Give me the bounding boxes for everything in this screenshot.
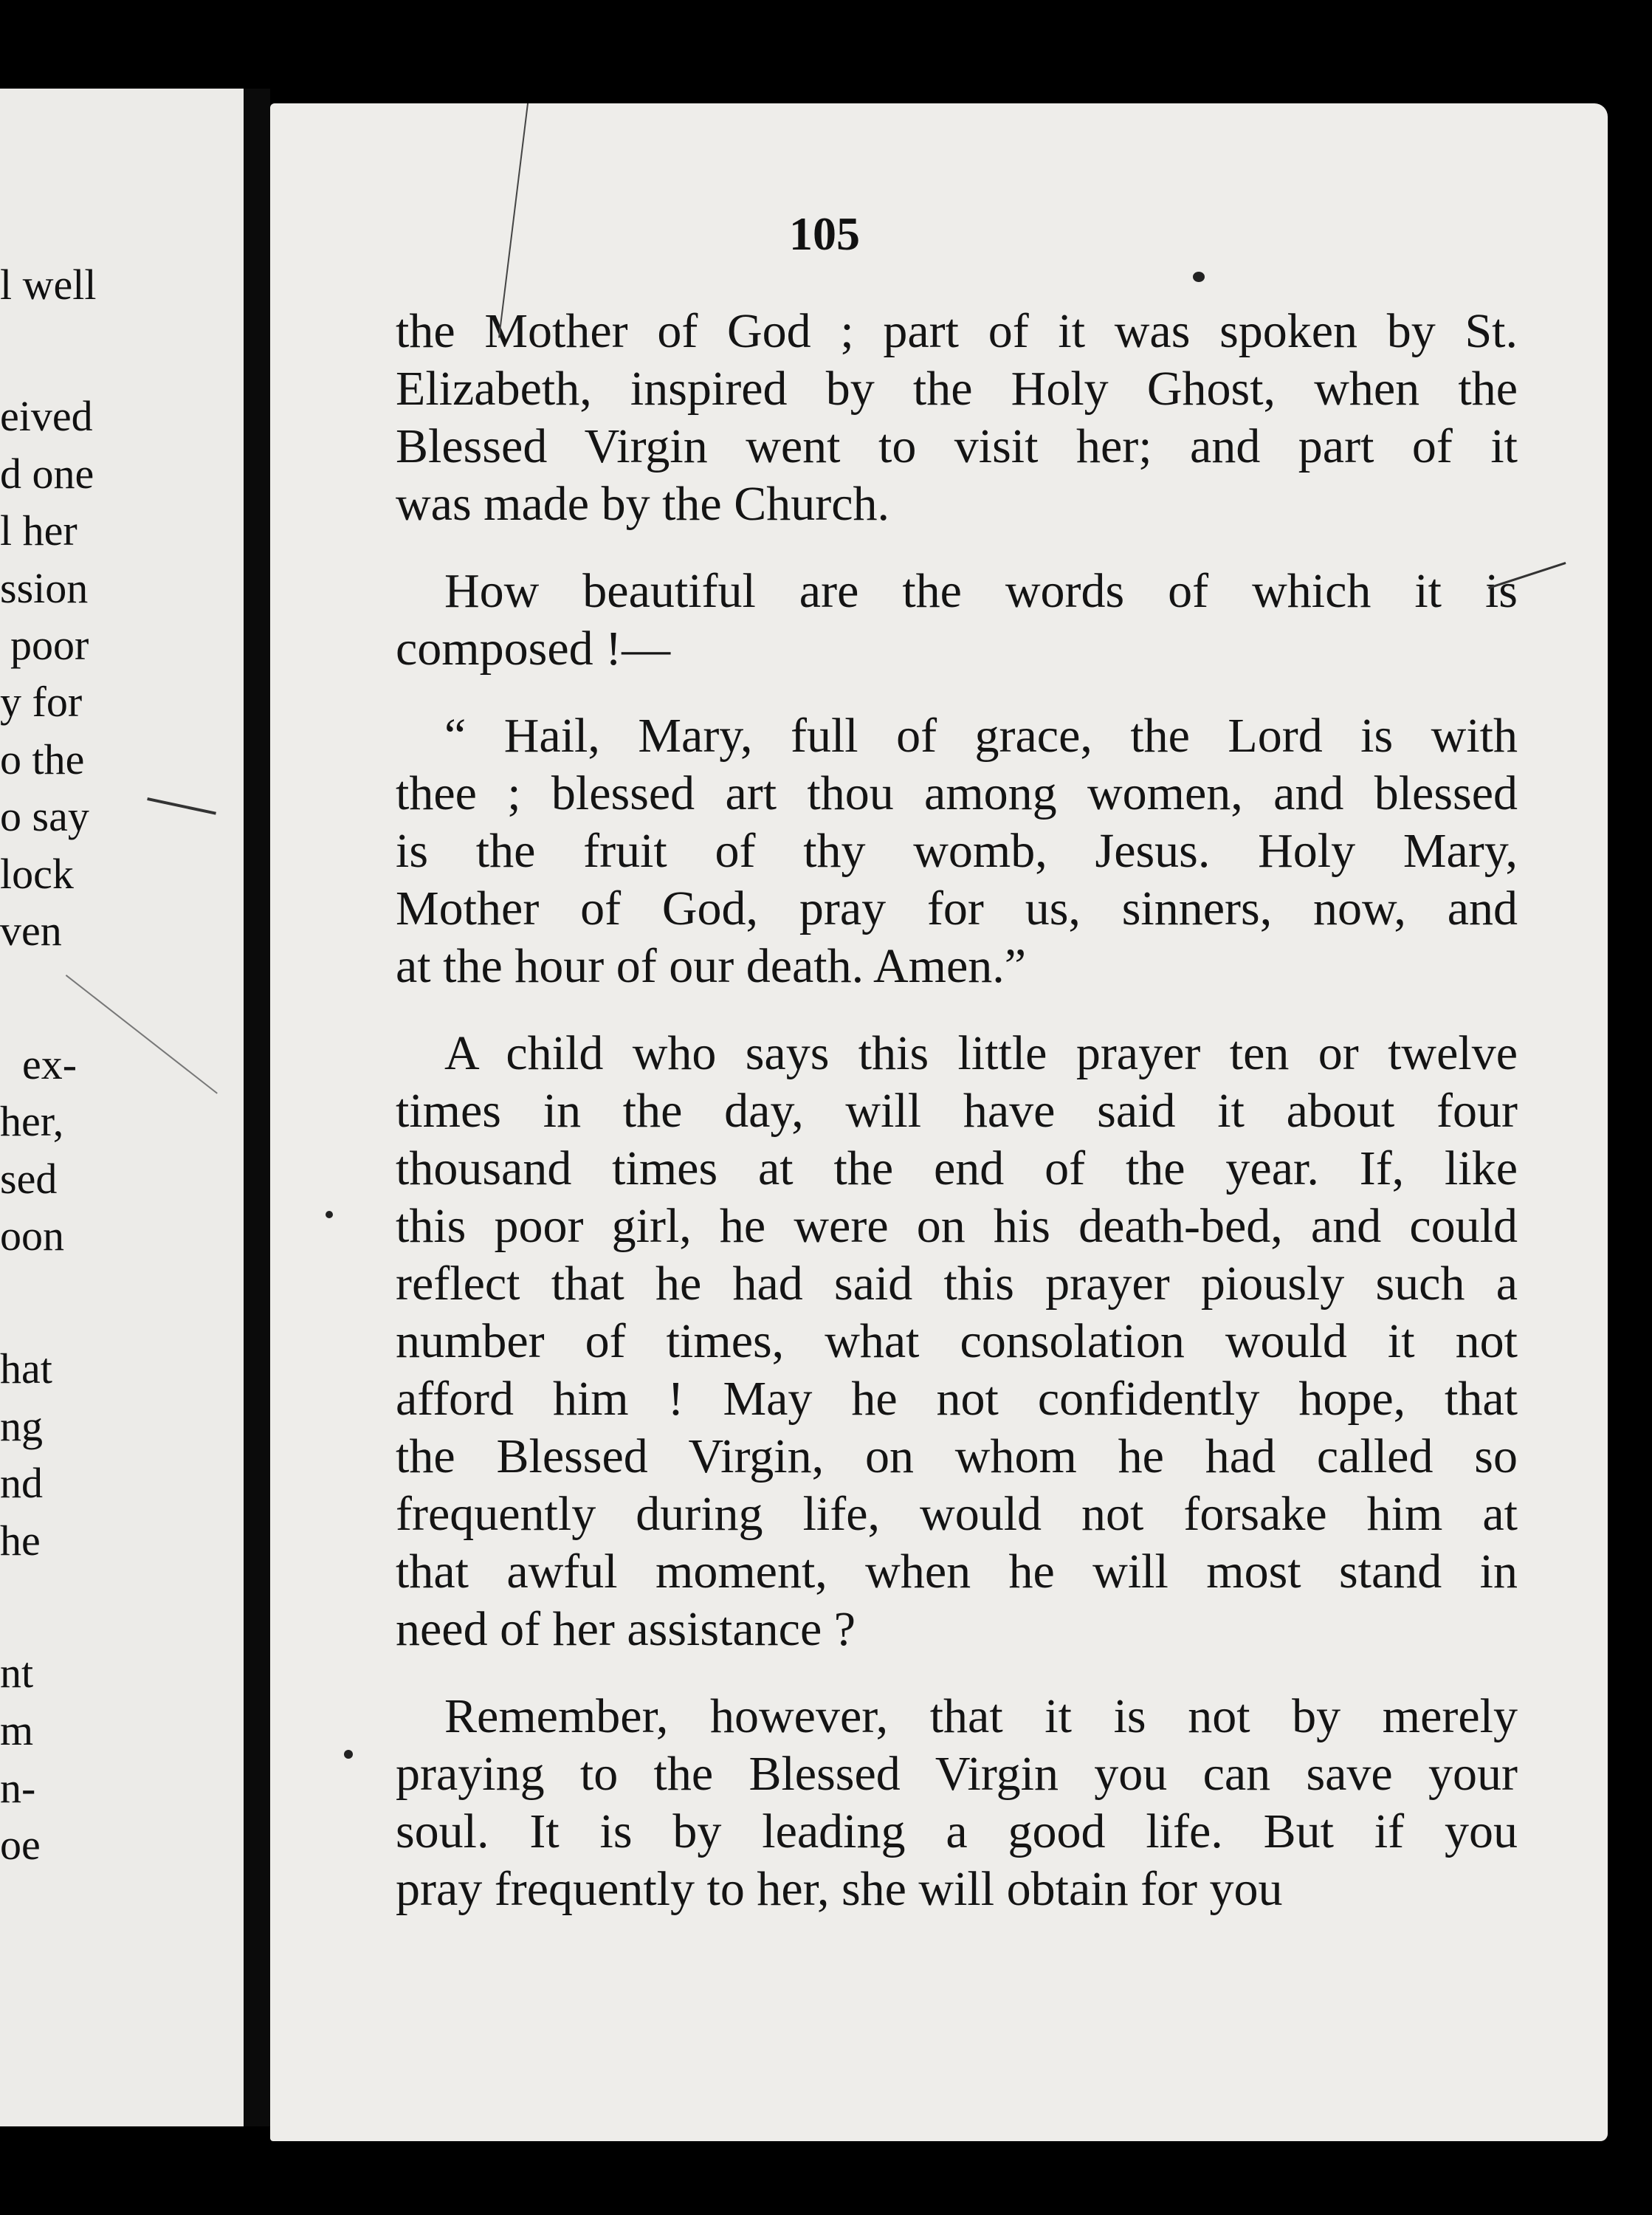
pen-mark bbox=[66, 975, 218, 1094]
text-line: reflect that he had said this prayer piously such a bbox=[396, 1257, 1518, 1311]
left-fragment: poor bbox=[10, 621, 89, 669]
left-fragment: ng bbox=[0, 1402, 43, 1450]
left-fragment: hat bbox=[0, 1345, 52, 1392]
text-line: afford him ! May he not confidently hope, that bbox=[396, 1372, 1518, 1426]
paragraph bbox=[396, 1688, 1518, 1918]
page-text bbox=[396, 303, 1518, 1948]
previous-page-fragment bbox=[0, 89, 244, 2126]
page-105 bbox=[270, 103, 1608, 2141]
left-fragment: oon bbox=[0, 1212, 64, 1260]
left-fragment: he bbox=[0, 1517, 41, 1565]
left-fragment: n- bbox=[0, 1764, 36, 1812]
text-line: is the fruit of thy womb, Jesus. Holy Mary, bbox=[396, 824, 1518, 878]
text-line: frequently during life, would not forsake him at bbox=[396, 1487, 1518, 1541]
text-line: was made by the Church. bbox=[396, 477, 889, 531]
ink-speck bbox=[326, 1211, 333, 1218]
text-line: soul. It is by leading a good life. But if you bbox=[396, 1804, 1518, 1858]
text-line: number of times, what consolation would it not bbox=[396, 1314, 1518, 1368]
paragraph bbox=[396, 1025, 1518, 1658]
paragraph bbox=[396, 707, 1518, 995]
left-fragment: o the bbox=[0, 735, 85, 783]
book-gutter bbox=[244, 89, 270, 2126]
text-line: How beautiful are the words of which it is bbox=[444, 564, 1518, 618]
left-fragment: ex- bbox=[22, 1040, 78, 1088]
text-line: that awful moment, when he will most stand in bbox=[396, 1545, 1518, 1598]
left-fragment: oe bbox=[0, 1821, 41, 1869]
left-fragment: lock bbox=[0, 850, 74, 898]
text-line: composed !— bbox=[396, 622, 671, 676]
text-line: Remember, however, that it is not by merely bbox=[444, 1689, 1518, 1743]
left-fragment: her, bbox=[0, 1097, 64, 1145]
left-fragment: ssion bbox=[0, 564, 89, 612]
text-line: Elizabeth, inspired by the Holy Ghost, when the bbox=[396, 362, 1518, 416]
left-fragment: sed bbox=[0, 1155, 58, 1203]
text-line: Mother of God, pray for us, sinners, now, and bbox=[396, 882, 1518, 935]
text-line: Blessed Virgin went to visit her; and part of it bbox=[396, 419, 1518, 473]
paragraph bbox=[396, 303, 1518, 533]
left-fragment: d one bbox=[0, 450, 94, 498]
text-line: times in the day, will have said it about four bbox=[396, 1084, 1518, 1138]
left-fragment: l her bbox=[0, 506, 78, 554]
left-fragment: nt bbox=[0, 1649, 34, 1697]
left-fragment: eived bbox=[0, 392, 93, 440]
text-line: the Mother of God ; part of it was spoken by St. bbox=[396, 304, 1518, 358]
ink-speck bbox=[344, 1750, 353, 1759]
text-line: pray frequently to her, she will obtain for you bbox=[396, 1862, 1283, 1916]
text-line: praying to the Blessed Virgin you can save your bbox=[396, 1747, 1518, 1801]
left-fragment: m bbox=[0, 1706, 34, 1754]
text-line: “ Hail, Mary, full of grace, the Lord is with bbox=[444, 709, 1518, 763]
page-number: 105 bbox=[789, 207, 860, 260]
pen-mark bbox=[147, 797, 216, 815]
ink-speck bbox=[1193, 272, 1205, 282]
left-fragment: l well bbox=[0, 261, 97, 309]
paragraph bbox=[396, 563, 1518, 678]
left-fragment: nd bbox=[0, 1459, 43, 1507]
left-fragment: ven bbox=[0, 907, 62, 955]
left-fragment: y for bbox=[0, 678, 83, 726]
text-line: A child who says this little prayer ten or twelve bbox=[444, 1026, 1518, 1080]
text-line: at the hour of our death. Amen.” bbox=[396, 939, 1027, 993]
text-line: need of her assistance ? bbox=[396, 1602, 856, 1656]
text-line: thousand times at the end of the year. If, like bbox=[396, 1141, 1518, 1195]
text-line: thee ; blessed art thou among women, and blessed bbox=[396, 766, 1518, 820]
text-line: the Blessed Virgin, on whom he had called so bbox=[396, 1429, 1518, 1483]
left-fragment: o say bbox=[0, 792, 89, 840]
text-line: this poor girl, he were on his death-bed, and could bbox=[396, 1199, 1518, 1253]
